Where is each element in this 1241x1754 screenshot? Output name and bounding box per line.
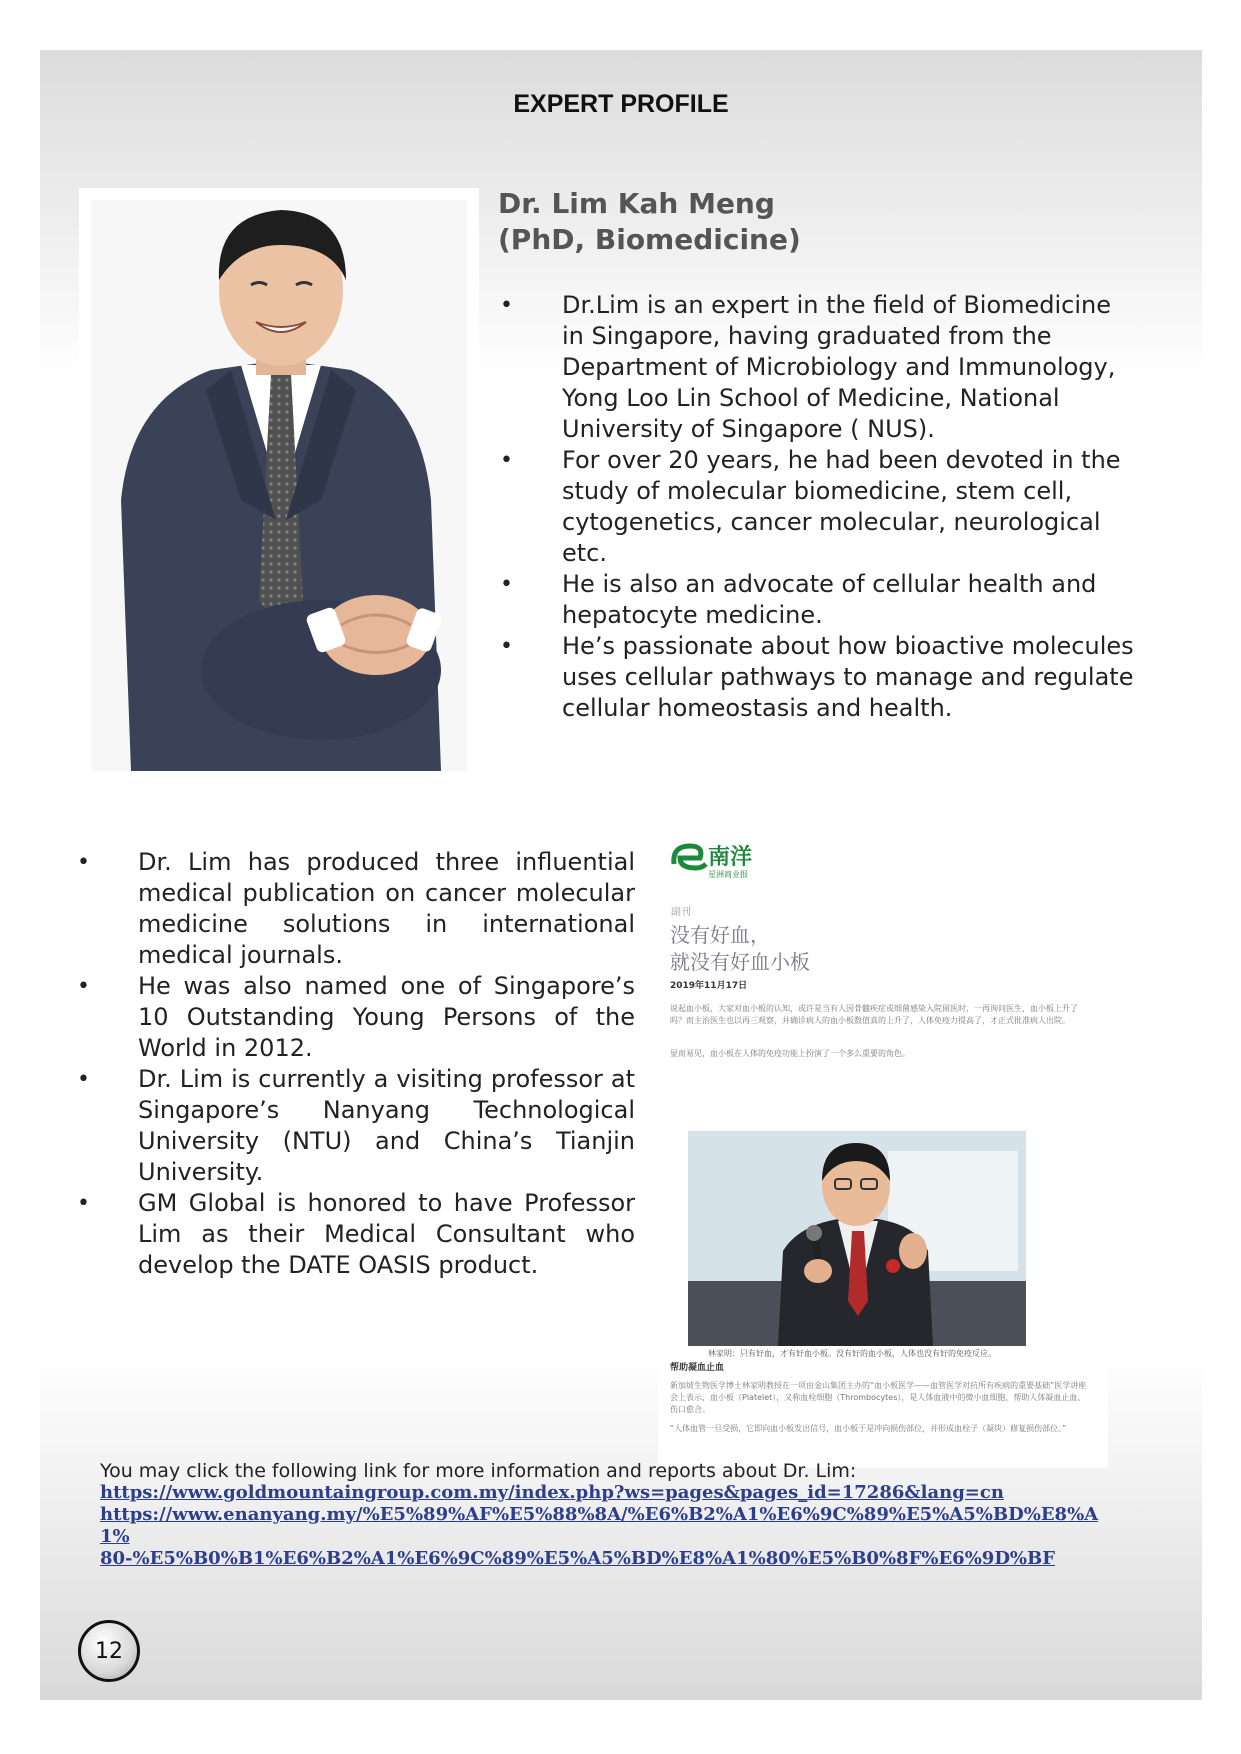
enanyang-link-line: https://www.enanyang.my/%E5%89%AF%E5%88%8A/%E6%B2%A1%E6%9C%89%E5%A5%BD%E8%A1%	[100, 1504, 1099, 1547]
profile-bullet: • He is also an advocate of cellular health and hepatocyte medicine.	[498, 569, 1138, 631]
news-category: 副刊	[671, 907, 691, 918]
achievement-bullet: • Dr. Lim has produced three influential medical publication on cancer molecular medicine solutions in international medical journals.	[75, 847, 635, 971]
nanyang-logo-icon	[666, 834, 776, 884]
news-paragraph: 显而易见，血小板在人体的免疫功能上扮演了一个多么重要的角色。	[670, 1049, 910, 1058]
portrait-frame	[79, 188, 479, 783]
enanyang-link-line: 80-%E5%B0%B1%E6%B2%A1%E6%9C%89%E5%A5%BD%E8%A1%80%E5%B0%8F%E6%9D%BF	[100, 1548, 1056, 1569]
links-intro: You may click the following link for more information and reports about Dr. Lim:	[100, 1460, 857, 1482]
news-paragraph: 新加坡生物医学博士林家明教授在一项由金山集团主办的“血小板医学——血管医学对抗所有疾病的重要基础”医学讲座会上表示，血小板（Platelet），又称血栓细胞（Thrombocytes），是人体血液中的微小血细胞，帮助人体凝血止血、伤口愈合。	[670, 1381, 1087, 1414]
page-number: 12	[95, 1638, 123, 1664]
portrait-illustration	[91, 200, 467, 771]
profile-bullets	[498, 290, 1138, 724]
page-background	[40, 50, 1202, 1700]
news-photo	[688, 1131, 1026, 1346]
news-clipping	[658, 828, 1108, 1468]
enanyang-link[interactable]	[100, 1504, 1100, 1570]
news-caption: 林家明：只有好血，才有好血小板。没有好的血小板，人体也没有好的免疫反应。	[708, 1349, 996, 1358]
news-headline	[670, 922, 810, 976]
goldmountain-link[interactable]: https://www.goldmountaingroup.com.my/index.php?ws=pages&pages_id=17286&lang=cn	[100, 1482, 1004, 1503]
profile-heading	[498, 186, 801, 258]
logo-text: 南洋	[708, 845, 753, 870]
achievement-bullets	[75, 847, 635, 1281]
profile-degree: (PhD, Biomedicine)	[498, 223, 801, 256]
achievement-bullet: • GM Global is honored to have Professor Lim as their Medical Consultant who develop the DATE OASIS product.	[75, 1188, 635, 1281]
news-paragraph: “人体血管一旦受损，它即向血小板发出信号，血小板于是冲向损伤部位，并形成血栓子（凝块）修复损伤部位。”	[670, 1424, 1067, 1433]
newspaper-logo	[666, 834, 776, 884]
profile-bullet: • He’s passionate about how bioactive molecules uses cellular pathways to manage and regulate cellular homeostasis and health.	[498, 631, 1138, 724]
profile-bullet: • Dr.Lim is an expert in the field of Biomedicine in Singapore, having graduated from the Department of Microbiology and Immunology, Yong Loo Lin School of Medicine, National University of Singapore ( NUS).	[498, 290, 1138, 445]
page-number-badge	[78, 1620, 140, 1682]
achievement-bullet: • He was also named one of Singapore’s 10 Outstanding Young Persons of the World in 2012.	[75, 971, 635, 1064]
profile-name: Dr. Lim Kah Meng	[498, 187, 775, 220]
profile-bullet: • For over 20 years, he had been devoted in the study of molecular biomedicine, stem cell, cytogenetics, cancer molecular, neurological etc.	[498, 445, 1138, 569]
headline-line: 没有好血，	[670, 923, 770, 947]
logo-subtext: 星洲商业报	[708, 870, 748, 879]
news-date: 2019年11月17日	[670, 981, 748, 991]
links-section	[100, 1460, 1100, 1570]
portrait-photo	[91, 200, 467, 771]
speaker-photo-illustration	[688, 1131, 1026, 1346]
achievement-bullet: • Dr. Lim is currently a visiting professor at Singapore’s Nanyang Technological University (NTU) and China’s Tianjin University.	[75, 1064, 635, 1188]
news-subheading: 帮助凝血止血	[670, 1363, 725, 1373]
section-title: EXPERT PROFILE	[513, 90, 729, 118]
headline-line: 就没有好血小板	[670, 950, 810, 974]
news-paragraph: 说起血小板，大家对血小板的认知，或许是当有人因骨髓疾症或细菌感染入院留医时，一再询问医生，血小板上升了吗？而主治医生也以再三观察，并确诊病人的血小板数值真的上升了，人体免疫力提高了，才正式批准病人出院。	[670, 1004, 1078, 1025]
